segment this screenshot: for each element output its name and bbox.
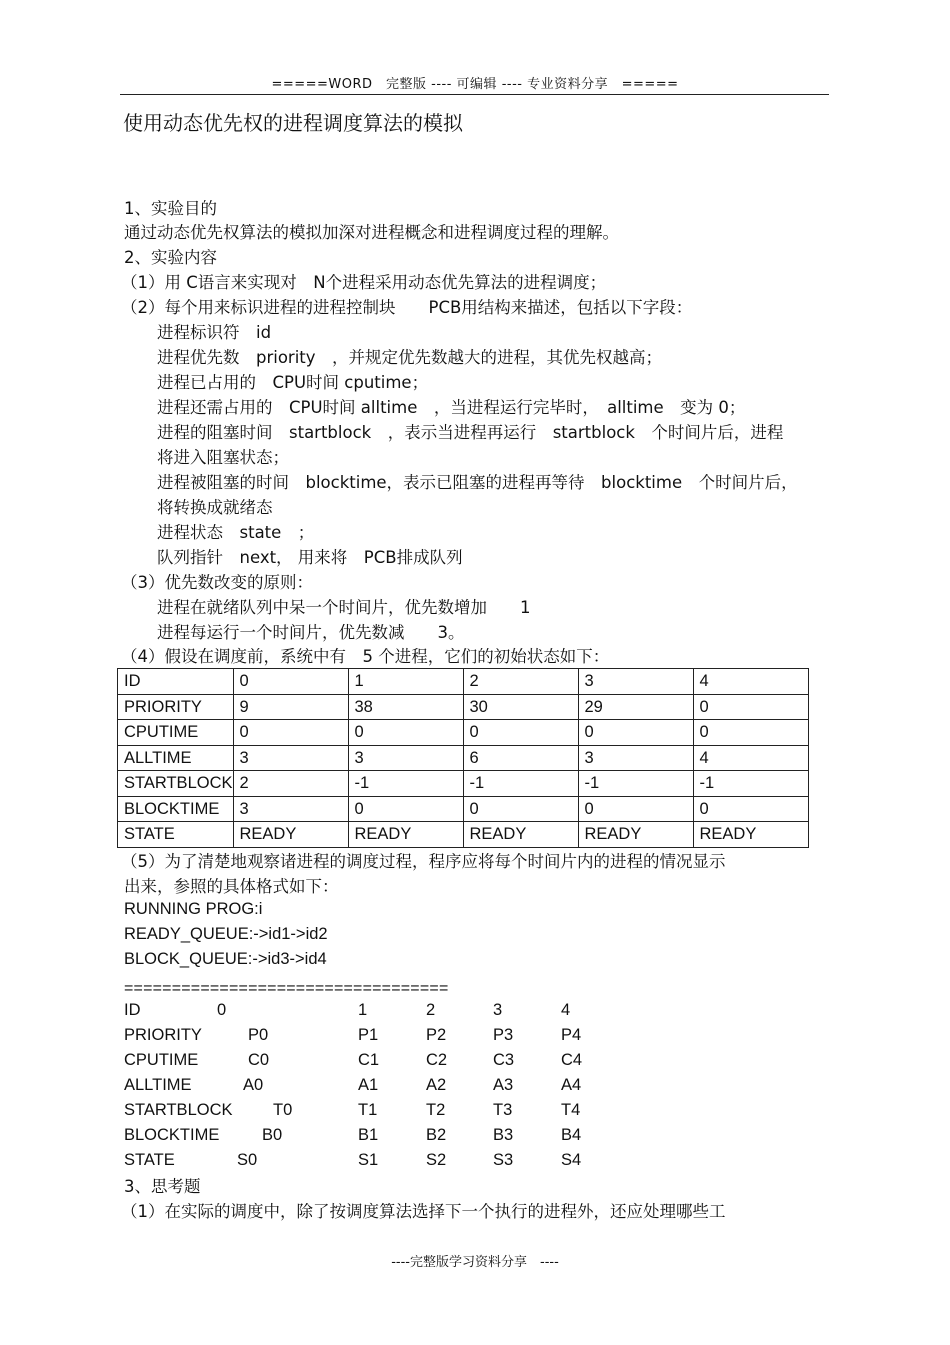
sample-cell: T0: [273, 1101, 293, 1119]
item-4: （4）假设在调度前，系统中有 5 个进程，它们的初始状态如下：: [121, 647, 610, 666]
sample-cell: S4: [561, 1151, 582, 1169]
sample-row-label: STARTBLOCK: [124, 1101, 233, 1119]
field-id: 进程标识符 id: [157, 323, 272, 342]
sample-cell: B4: [561, 1126, 582, 1144]
sample-cell: B2: [426, 1126, 447, 1144]
state-table-cell: 3: [233, 745, 348, 771]
rule-1: 进程在就绪队列中呆一个时间片，优先数增加 1: [157, 598, 531, 617]
state-table-cell: 4: [693, 745, 808, 771]
state-table-row-label: STARTBLOCK: [118, 771, 234, 797]
sample-cell: 4: [561, 1001, 571, 1019]
sample-cell: 3: [493, 1001, 503, 1019]
sample-cell: A1: [358, 1076, 379, 1094]
state-table-cell: READY: [578, 822, 693, 848]
section-1-heading: 1、实验目的: [124, 199, 217, 218]
sample-running: RUNNING PROG:i: [124, 900, 263, 918]
sample-cell: P1: [358, 1026, 379, 1044]
sample-row-label: PRIORITY: [124, 1026, 202, 1044]
item-5-cont: 出来，参照的具体格式如下：: [124, 877, 339, 896]
item-2: （2）每个用来标识进程的进程控制块 PCB用结构来描述，包括以下字段：: [121, 298, 693, 317]
state-table-cell: 0: [348, 796, 463, 822]
sample-cell: A0: [243, 1076, 264, 1094]
state-table-row: [118, 771, 809, 797]
sample-cell: 0: [217, 1001, 227, 1019]
sample-cell: S1: [358, 1151, 379, 1169]
section-2-heading: 2、实验内容: [124, 248, 217, 267]
sample-cell: B1: [358, 1126, 379, 1144]
state-table-row: [118, 669, 809, 695]
sample-cell: 2: [426, 1001, 436, 1019]
page-header: =====WORD 完整版 ---- 可编辑 ---- 专业资料分享 =====: [271, 77, 679, 92]
sample-ready-queue: READY_QUEUE:->id1->id2: [124, 925, 328, 943]
sample-cell: P2: [426, 1026, 447, 1044]
sample-cell: A2: [426, 1076, 447, 1094]
state-table-cell: READY: [348, 822, 463, 848]
state-table-cell: 30: [463, 694, 578, 720]
sample-cell: C2: [426, 1051, 448, 1069]
state-table-row: [118, 822, 809, 848]
question-1: （1）在实际的调度中，除了按调度算法选择下一个执行的进程外，还应处理哪些工: [121, 1202, 726, 1221]
sample-cell: A3: [493, 1076, 514, 1094]
state-table-cell: 0: [578, 796, 693, 822]
section-3-heading: 3、思考题: [124, 1177, 201, 1196]
state-table-cell: 0: [348, 720, 463, 746]
sample-cell: T1: [358, 1101, 378, 1119]
state-table-row: [118, 796, 809, 822]
state-table-cell: 38: [348, 694, 463, 720]
field-state: 进程状态 state ；: [157, 523, 315, 542]
sample-cell: T2: [426, 1101, 446, 1119]
rule-2: 进程每运行一个时间片，优先数减 3。: [157, 623, 465, 642]
state-table-cell: -1: [578, 771, 693, 797]
sample-cell: A4: [561, 1076, 582, 1094]
state-table-cell: READY: [463, 822, 578, 848]
state-table-row: [118, 694, 809, 720]
state-table-cell: 0: [693, 694, 808, 720]
field-blocktime-cont: 将转换成就绪态: [157, 498, 273, 517]
item-3: （3）优先数改变的原则：: [121, 573, 313, 592]
field-next: 队列指针 next， 用来将 PCB排成队列: [157, 548, 463, 567]
section-1-text: 通过动态优先权算法的模拟加深对进程概念和进程调度过程的理解。: [124, 223, 619, 242]
state-table-cell: 0: [233, 669, 348, 695]
item-1: （1）用 C语言来实现对 N个进程采用动态优先算法的进程调度；: [121, 273, 607, 292]
state-table-cell: 2: [463, 669, 578, 695]
sample-cell: B3: [493, 1126, 514, 1144]
state-table-row: [118, 720, 809, 746]
field-startblock-cont: 将进入阻塞状态；: [157, 448, 289, 467]
state-table-row-label: STATE: [118, 822, 234, 848]
state-table-cell: 3: [578, 745, 693, 771]
sample-block-queue: BLOCK_QUEUE:->id3->id4: [124, 950, 327, 968]
field-alltime: 进程还需占用的 CPU时间 alltime ，当进程运行完毕时， alltime 变为 0；: [157, 398, 746, 417]
state-table-cell: 0: [578, 720, 693, 746]
sample-cell: C0: [248, 1051, 270, 1069]
state-table-row: [118, 745, 809, 771]
state-table-cell: READY: [233, 822, 348, 848]
sample-cell: P0: [248, 1026, 269, 1044]
sample-row-label: STATE: [124, 1151, 175, 1169]
state-table-row-label: BLOCKTIME: [118, 796, 234, 822]
sample-separator: ==================================: [124, 980, 449, 997]
state-table-cell: 0: [693, 796, 808, 822]
state-table-cell: 0: [693, 720, 808, 746]
field-cputime: 进程已占用的 CPU时间 cputime；: [157, 373, 429, 392]
sample-cell: P3: [493, 1026, 514, 1044]
sample-cell: S2: [426, 1151, 447, 1169]
state-table-cell: 3: [348, 745, 463, 771]
state-table-cell: 0: [233, 720, 348, 746]
state-table-cell: -1: [463, 771, 578, 797]
state-table-row-label: ALLTIME: [118, 745, 234, 771]
state-table-cell: 4: [693, 669, 808, 695]
state-table-cell: 6: [463, 745, 578, 771]
state-table-cell: -1: [693, 771, 808, 797]
state-table-cell: 29: [578, 694, 693, 720]
sample-cell: T3: [493, 1101, 513, 1119]
sample-row-label: ID: [124, 1001, 141, 1019]
field-startblock: 进程的阻塞时间 startblock ，表示当进程再运行 startblock 个时间片后，进程: [157, 423, 784, 442]
sample-cell: S0: [237, 1151, 258, 1169]
state-table-row-label: CPUTIME: [118, 720, 234, 746]
state-table-cell: 0: [463, 796, 578, 822]
sample-cell: P4: [561, 1026, 582, 1044]
sample-cell: S3: [493, 1151, 514, 1169]
sample-row-label: BLOCKTIME: [124, 1126, 220, 1144]
sample-cell: C4: [561, 1051, 583, 1069]
state-table-row-label: ID: [118, 669, 234, 695]
state-table-cell: 3: [578, 669, 693, 695]
state-table-cell: -1: [348, 771, 463, 797]
sample-cell: B0: [262, 1126, 283, 1144]
sample-cell: 1: [358, 1001, 368, 1019]
state-table-cell: 2: [233, 771, 348, 797]
sample-row-label: ALLTIME: [124, 1076, 192, 1094]
state-table-cell: 0: [463, 720, 578, 746]
state-table-cell: 1: [348, 669, 463, 695]
document-title: 使用动态优先权的进程调度算法的模拟: [123, 111, 463, 135]
field-blocktime: 进程被阻塞的时间 blocktime，表示已阻塞的进程再等待 blocktime 个时间片后，: [157, 473, 798, 492]
field-priority: 进程优先数 priority ，并规定优先数越大的进程，其优先权越高；: [157, 348, 663, 367]
state-table-cell: 3: [233, 796, 348, 822]
sample-cell: C1: [358, 1051, 380, 1069]
sample-row-label: CPUTIME: [124, 1051, 199, 1069]
page-footer: ----完整版学习资料分享 ----: [391, 1255, 559, 1270]
state-table-cell: READY: [693, 822, 808, 848]
state-table-cell: 9: [233, 694, 348, 720]
header-rule: [120, 94, 829, 95]
sample-cell: T4: [561, 1101, 581, 1119]
state-table-row-label: PRIORITY: [118, 694, 234, 720]
initial-state-table: [117, 668, 809, 848]
item-5: （5）为了清楚地观察诸进程的调度过程，程序应将每个时间片内的进程的情况显示: [121, 852, 726, 871]
sample-cell: C3: [493, 1051, 515, 1069]
